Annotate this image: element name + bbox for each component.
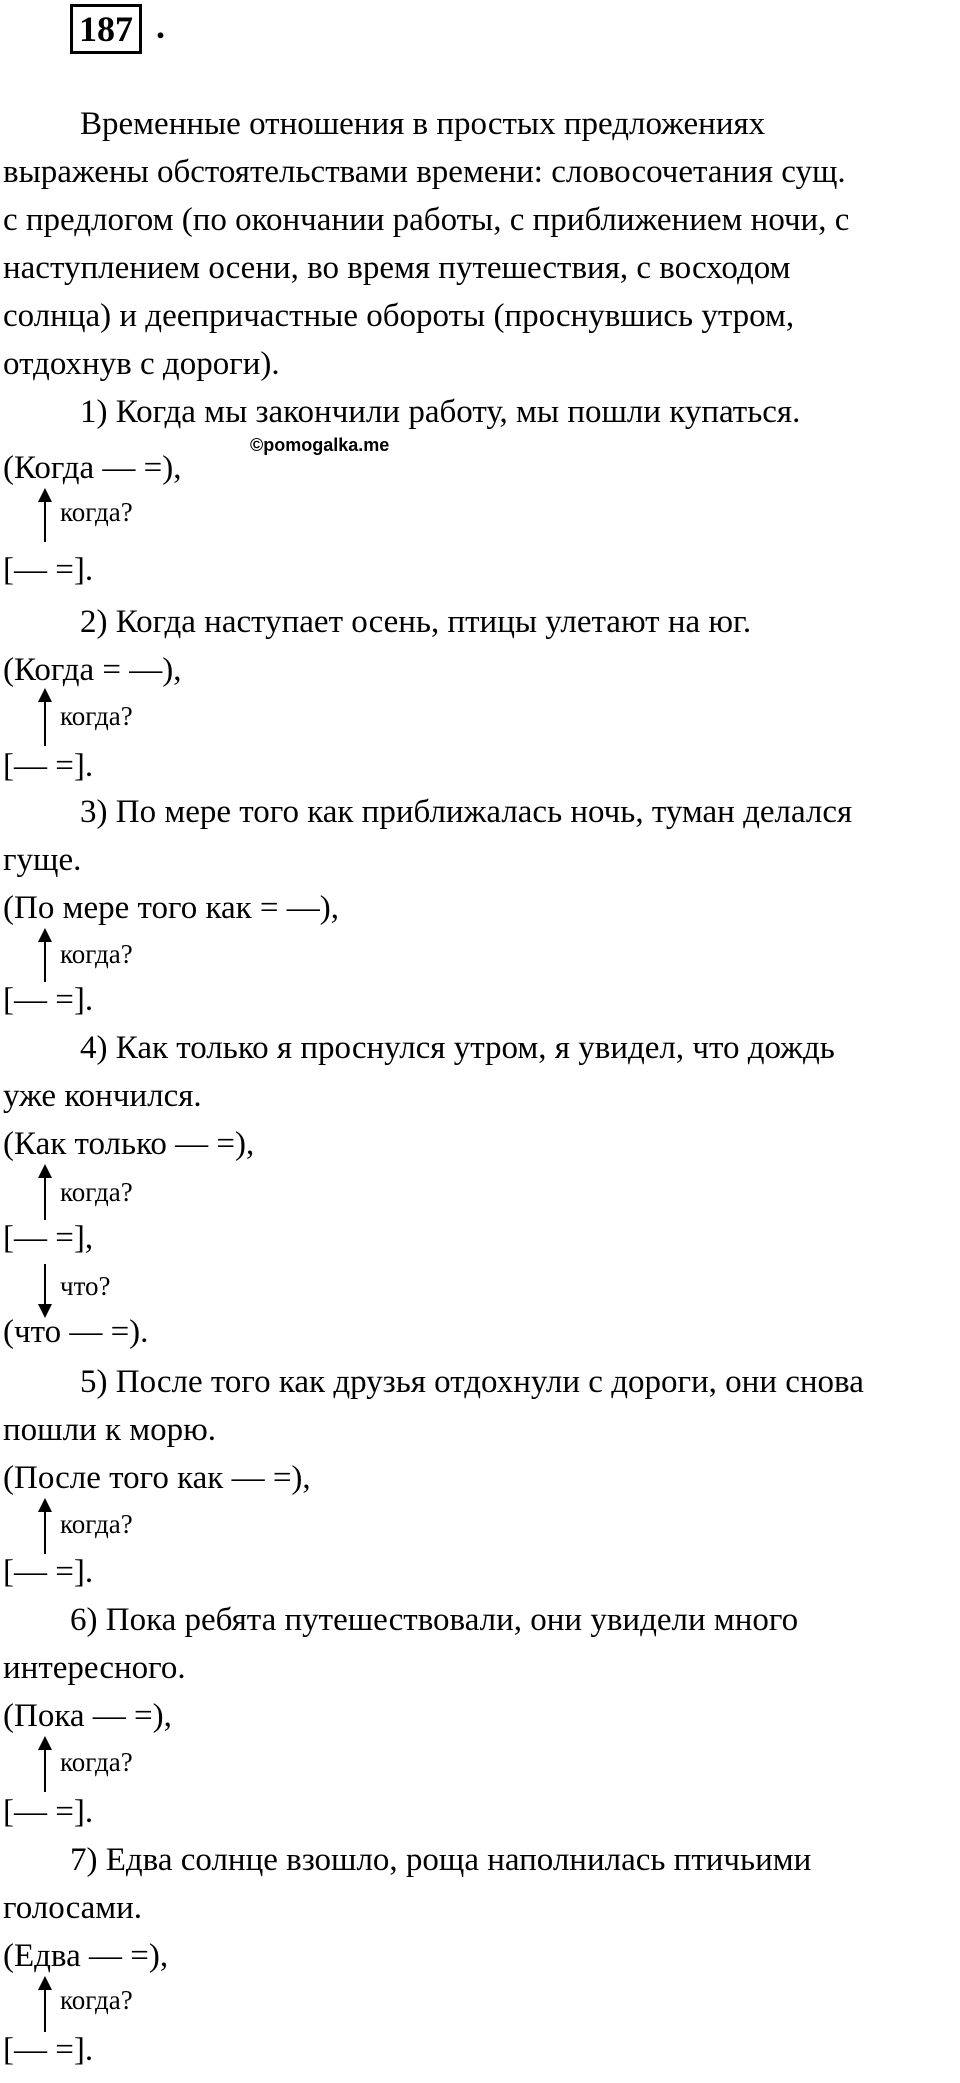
sentence-line: уже кончился.	[3, 1078, 202, 1114]
sentence-line: 2) Когда наступает осень, птицы улетают на юг.	[80, 604, 752, 640]
arrow-up-icon	[44, 1500, 46, 1554]
scheme-question: когда?	[60, 1177, 133, 1207]
scheme-main: [— =],	[3, 1220, 94, 1256]
arrow-up-icon	[44, 690, 46, 746]
scheme-subordinate: (Когда — =),	[3, 450, 182, 486]
scheme-question: когда?	[60, 701, 133, 731]
scheme-subordinate: (Едва — =),	[3, 1938, 169, 1974]
scheme-subordinate: (что — =).	[3, 1314, 149, 1350]
sentence-line: 6) Пока ребята путешествовали, они увидели много	[70, 1602, 799, 1638]
arrow-down-icon	[44, 1264, 46, 1316]
arrow-up-icon	[44, 1166, 46, 1220]
arrow-up-icon	[44, 1738, 46, 1792]
sentence-line: пошли к морю.	[3, 1412, 217, 1448]
watermark: ©pomogalka.me	[250, 435, 390, 455]
intro-line: выражены обстоятельствами времени: словосочетания сущ.	[3, 154, 846, 190]
scheme-subordinate: (Как только — =),	[3, 1126, 255, 1162]
scheme-subordinate: (После того как — =),	[3, 1460, 311, 1496]
scheme-question: когда?	[60, 497, 133, 527]
sentence-line: 7) Едва солнце взошло, роща наполнилась птичьими	[70, 1842, 812, 1878]
scheme-question: что?	[60, 1271, 111, 1301]
sentence-line: 4) Как только я проснулся утром, я увидел, что дождь	[80, 1030, 835, 1066]
scheme-main: [— =].	[3, 2032, 94, 2068]
scheme-question: когда?	[60, 1985, 133, 2015]
scheme-main: [— =].	[3, 1794, 94, 1830]
sentence-line: 1) Когда мы закончили работу, мы пошли купаться.	[80, 394, 801, 430]
intro-line: Временные отношения в простых предложениях	[80, 106, 766, 142]
sentence-line: 5) После того как друзья отдохнули с дороги, они снова	[80, 1364, 864, 1400]
task-number-dot: .	[156, 6, 165, 46]
task-number: 187	[70, 4, 142, 54]
arrow-up-icon	[44, 930, 46, 982]
scheme-main: [— =].	[3, 552, 94, 588]
sentence-line: голосами.	[3, 1890, 143, 1926]
scheme-subordinate: (Когда = —),	[3, 652, 182, 688]
arrow-up-icon	[44, 1978, 46, 2032]
scheme-subordinate: (Пока — =),	[3, 1698, 172, 1734]
scheme-main: [— =].	[3, 748, 94, 784]
scheme-subordinate: (По мере того как = —),	[3, 890, 340, 926]
arrow-up-icon	[44, 490, 46, 542]
scheme-question: когда?	[60, 1747, 133, 1777]
sentence-line: интересного.	[3, 1650, 186, 1686]
intro-line: с предлогом (по окончании работы, с приближением ночи, с	[3, 202, 850, 238]
intro-line: солнца) и деепричастные обороты (проснувшись утром,	[3, 298, 795, 334]
scheme-question: когда?	[60, 939, 133, 969]
scheme-main: [— =].	[3, 1554, 94, 1590]
intro-line: наступлением осени, во время путешествия, с восходом	[3, 250, 791, 286]
scheme-main: [— =].	[3, 982, 94, 1018]
sentence-line: гуще.	[3, 842, 82, 878]
scheme-question: когда?	[60, 1509, 133, 1539]
intro-line: отдохнув с дороги).	[3, 346, 280, 382]
sentence-line: 3) По мере того как приближалась ночь, туман делался	[80, 794, 853, 830]
